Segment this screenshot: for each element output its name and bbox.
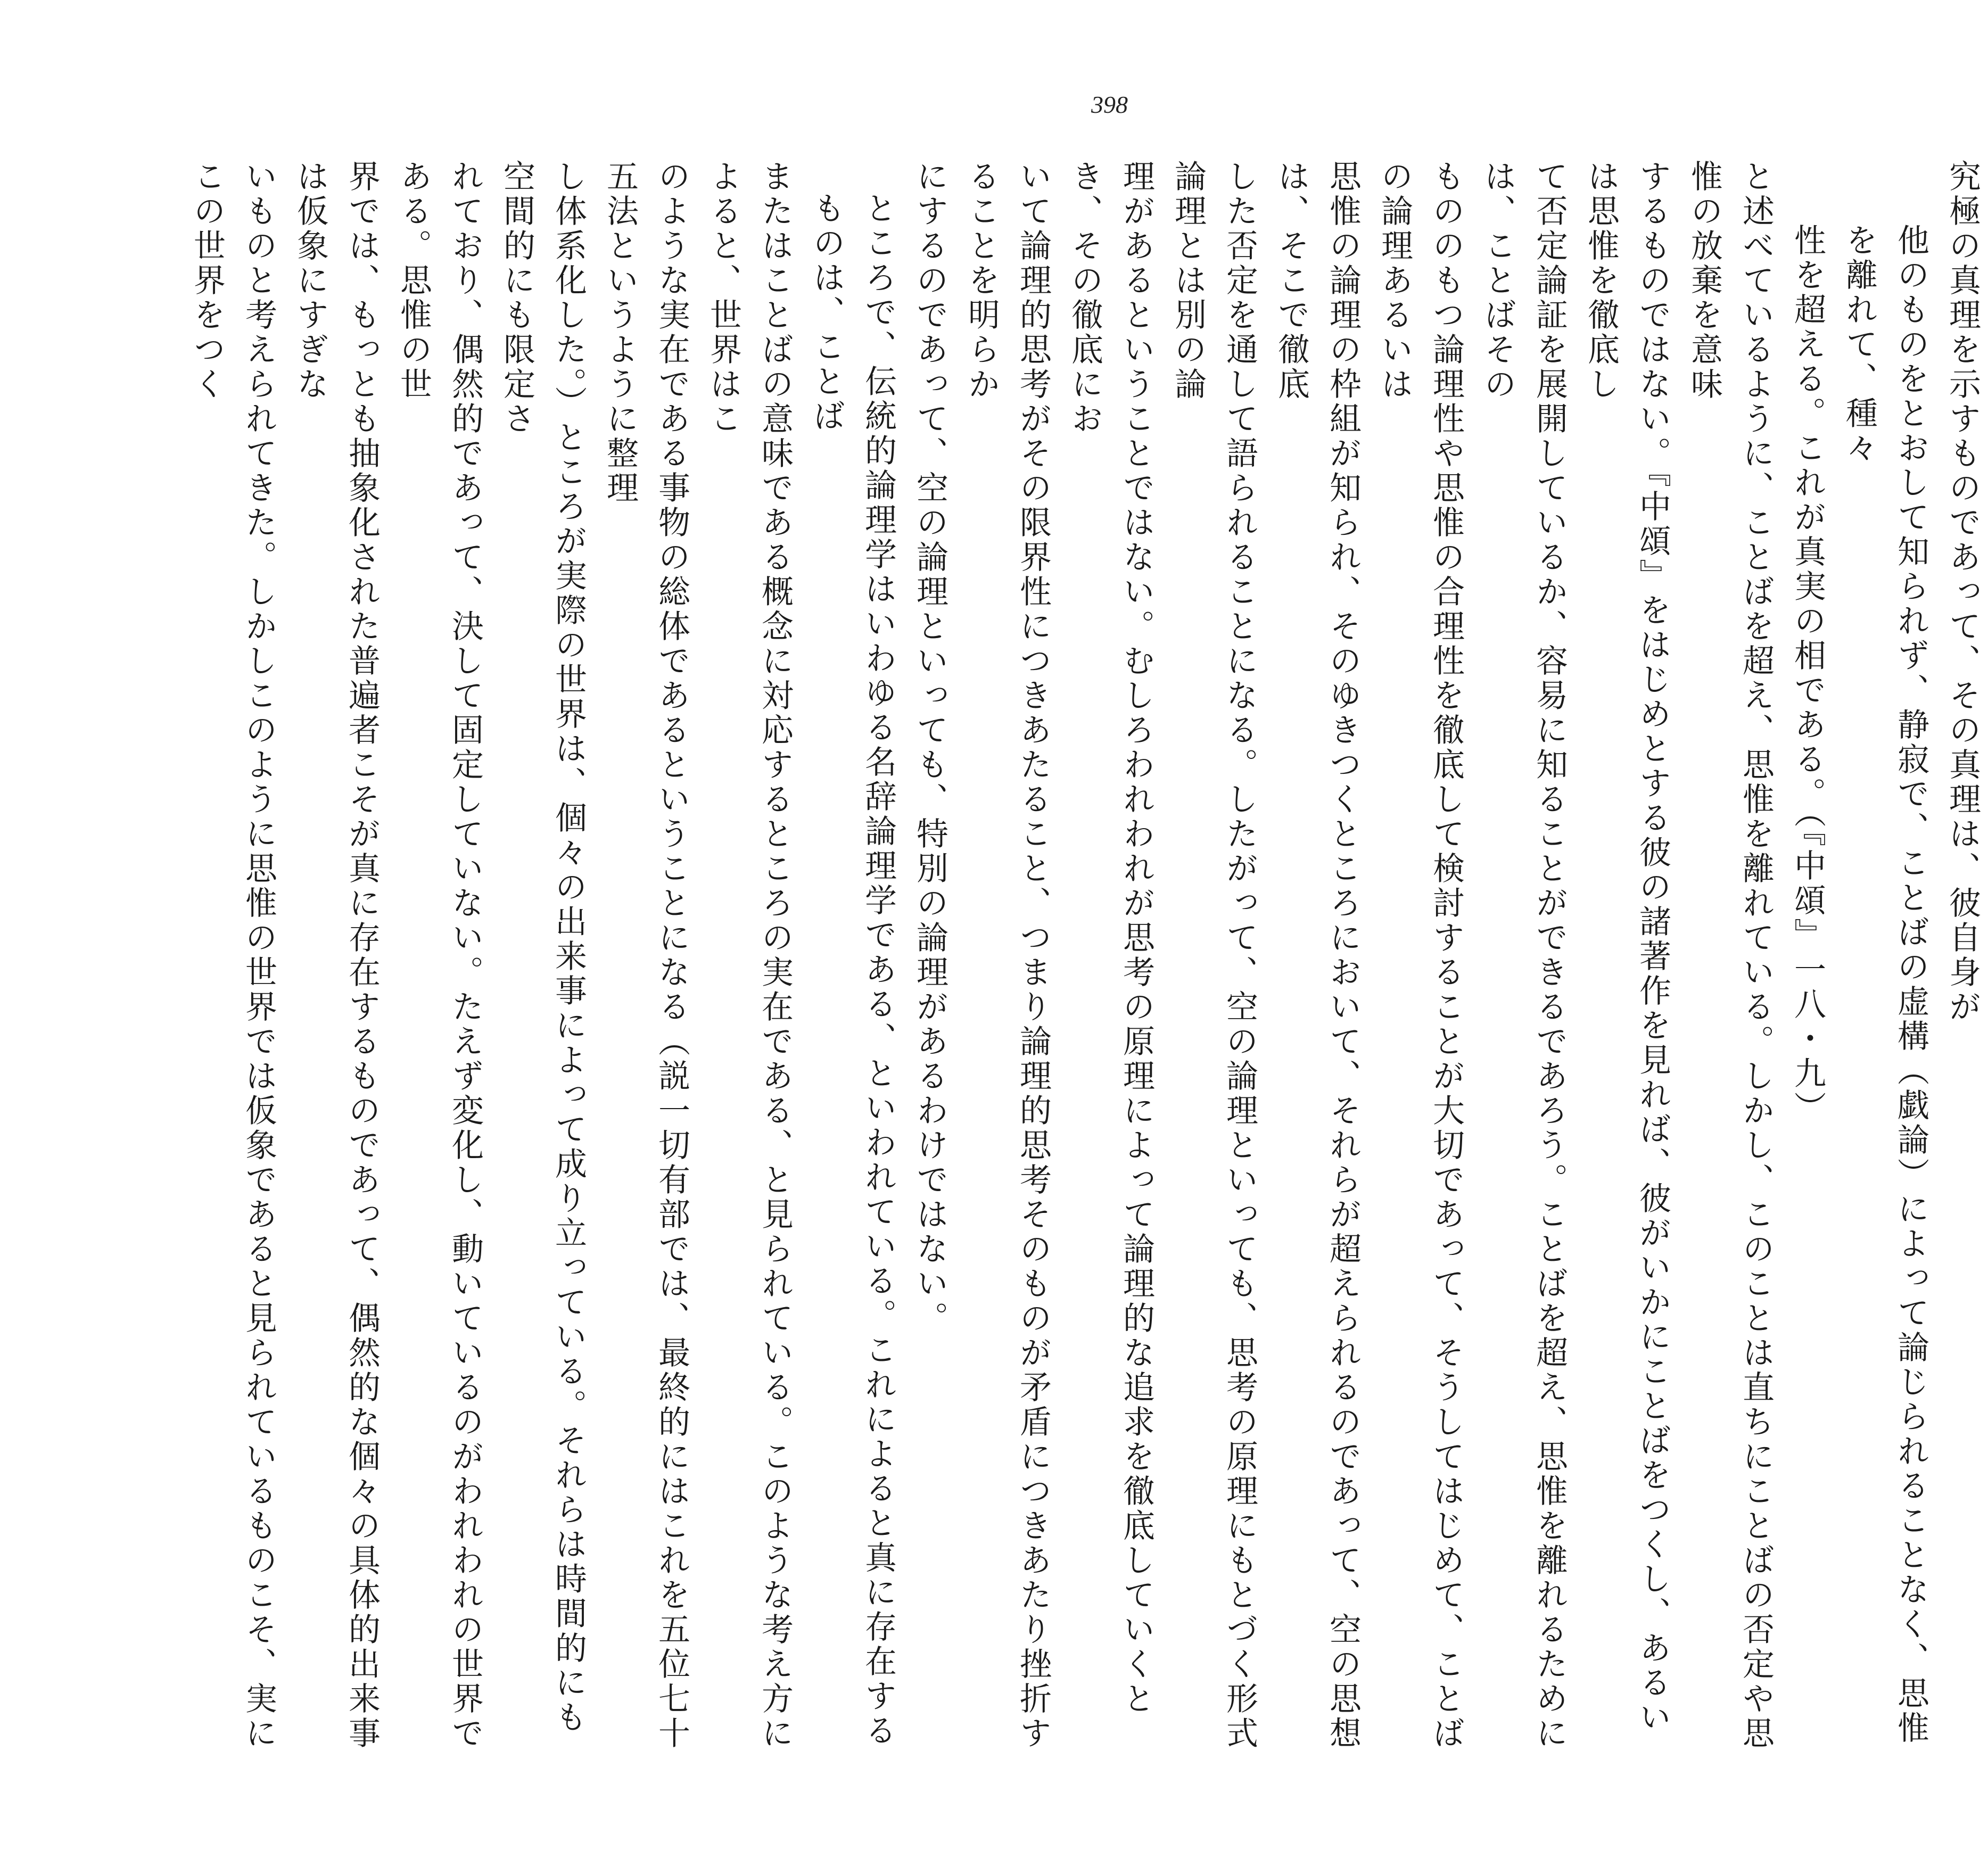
vertical-text-body <box>181 160 1988 1756</box>
text-line: またはことばの意味である概念に対応するところの実在である、と見られている。このような考え方によると、世界はこ <box>705 160 794 1751</box>
text-line: もののもつ論理性や思惟の合理性を徹底して検討することが大切であって、そうしてはじめて、ことばの論理あるいは <box>1376 160 1465 1751</box>
text-line: 思惟の論理の枠組が知られ、そのゆきつくところにおいて、それらが超えられるのであって、空の思想は、そこで徹底 <box>1273 160 1362 1751</box>
page-number: 398 <box>1091 91 1128 118</box>
text-line: て否定論証を展開しているか、容易に知ることができるであろう。ことばを超え、思惟を離れるためには、ことばその <box>1479 160 1568 1751</box>
text-line: するものではない。『中頌』をはじめとする彼の諸著作を見れば、彼がいかにことばをつくし、あるいは思惟を徹底し <box>1582 160 1671 1735</box>
text-line: いものと考えられてきた。しかしこのように思惟の世界では仮象であると見られているものこそ、実にこの世界をつく <box>188 160 277 1751</box>
text-line: いて論理的思考がその限界性につきあたること、つまり論理的思考そのものが矛盾につきあたり挫折することを明らか <box>963 160 1052 1751</box>
text-line: 界では、もっとも抽象化された普遍者こそが真に存在するものであって、偶然的な個々の具体的出来事は仮象にすぎな <box>292 160 381 1751</box>
main-text-area <box>181 160 1981 1756</box>
quote-line: 性を超える。これが真実の相である。（『中頌』一八・九） <box>1789 224 1826 1126</box>
text-line: にするのであって、空の論理といっても、特別の論理があるわけではない。 <box>911 160 948 1336</box>
text-line: し体系化した。）ところが実際の世界は、個々の出来事によって成り立っている。それらは時間的にも空間的にも限定さ <box>498 160 587 1735</box>
text-line: した否定を通して語られることになる。したがって、空の論理といっても、思考の原理にもとづく形式論理とは別の論 <box>1169 160 1258 1751</box>
text-line: のような実在である事物の総体であるということになる（説一切有部では、最終的にはこれを五位七十五法というように整理 <box>601 160 690 1751</box>
text-line: れており、偶然的であって、決して固定していない。たえず変化し、動いているのがわれわれの世界である。思惟の世 <box>395 160 484 1751</box>
text-line: と述べているように、ことばを超え、思惟を離れている。しかし、このことは直ちにことばの否定や思惟の放棄を意味 <box>1686 160 1775 1751</box>
quote-line: 他のものをとおして知られず、静寂で、ことばの虚構（戯論）によって論じられることなく、思惟を離れて、種々 <box>1841 224 1929 1746</box>
text-line: 理があるということではない。むしろわれわれが思考の原理によって論理的な追求を徹底していくとき、その徹底にお <box>1066 160 1155 1716</box>
text-line: 究極の真理を示すものであって、その真理は、彼自身が <box>1944 160 1981 1025</box>
paragraph-start-line: ところで、伝統的論理学はいわゆる名辞論理学である、といわれている。これによると真に存在するものは、ことば <box>808 192 897 1748</box>
